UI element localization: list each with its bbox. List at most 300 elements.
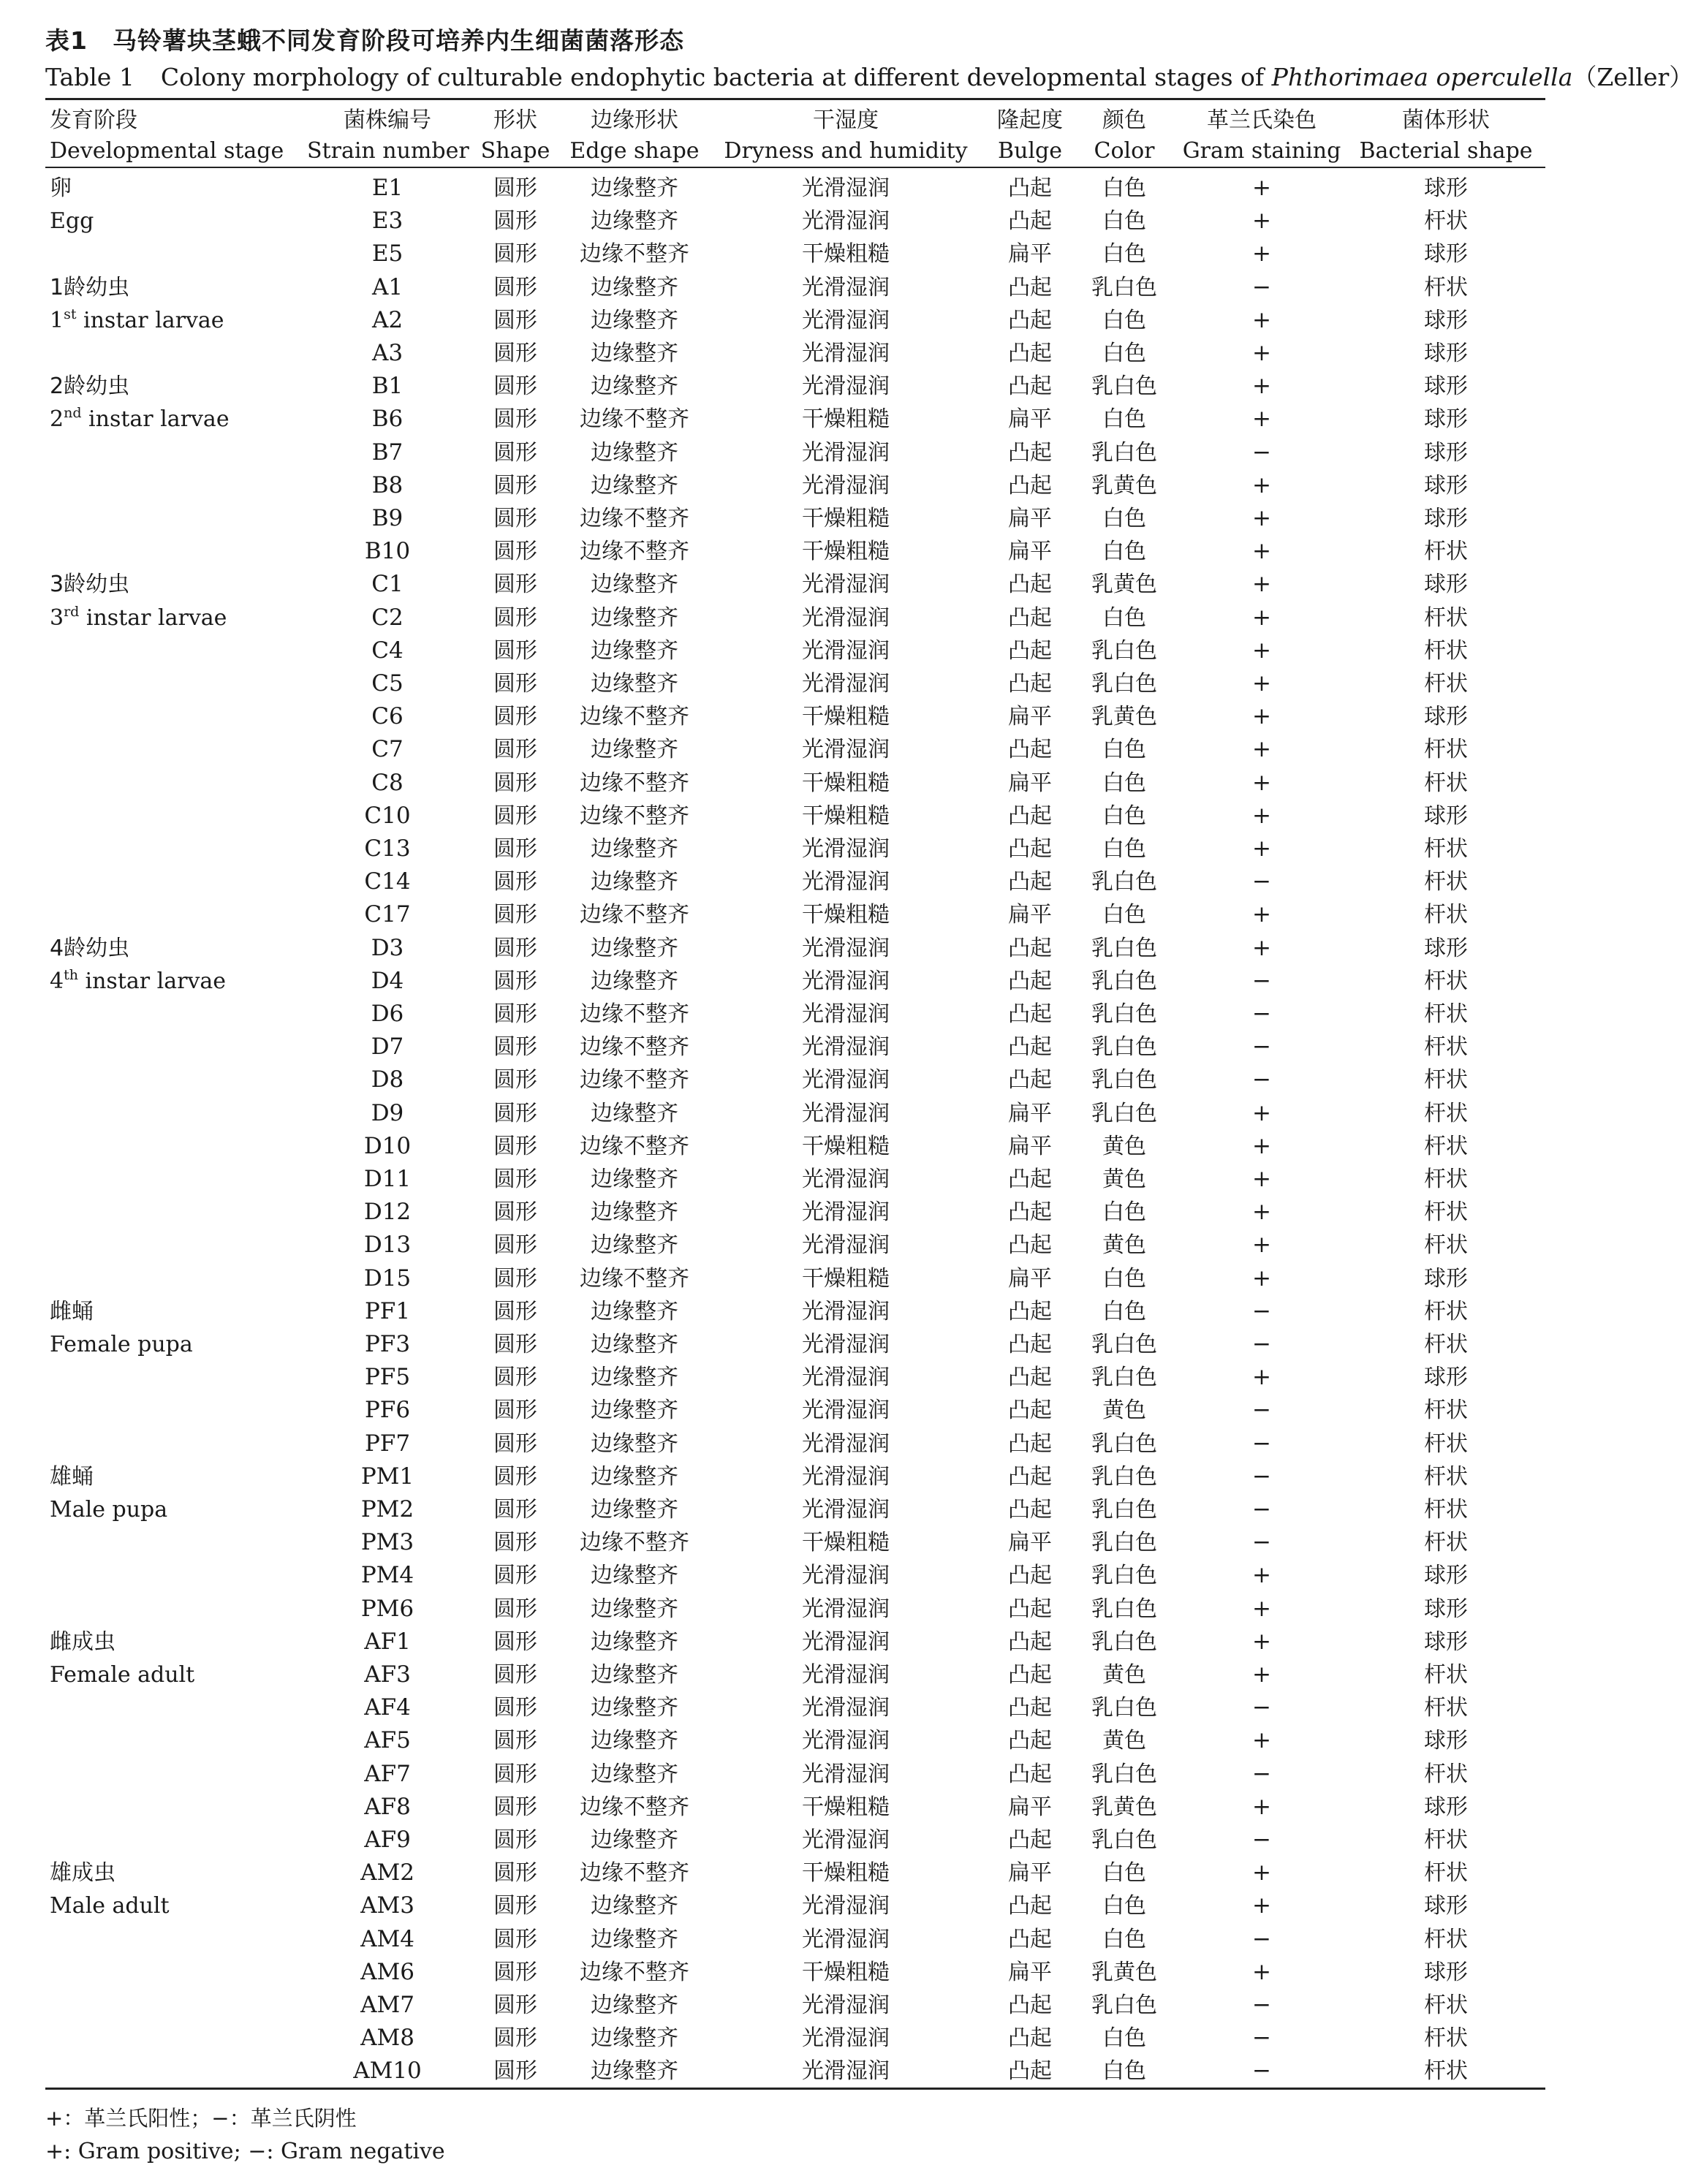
cell-color: 乳白色: [1091, 1430, 1157, 1457]
cell-color: 白色: [1102, 604, 1146, 631]
cell-bulge: 凸起: [1008, 1761, 1052, 1787]
cell-color: 乳黄色: [1091, 704, 1157, 730]
cell-bulge: 凸起: [1008, 274, 1052, 300]
cell-dryness: 光滑湿润: [802, 1232, 890, 1259]
cell-shape: 圆形: [493, 968, 537, 994]
cell-edge: 边缘整齐: [591, 274, 678, 300]
cell-gram: +: [1252, 769, 1271, 796]
column-header-en: Developmental stage: [50, 138, 284, 164]
table-row: [0, 1559, 1578, 1592]
cell-dryness: 干燥粗糙: [802, 406, 890, 433]
cell-shape: 圆形: [493, 274, 537, 300]
cell-cell-shape: 杆状: [1424, 1761, 1468, 1787]
cell-dryness: 光滑湿润: [802, 472, 890, 498]
table-row: [0, 965, 1578, 998]
cell-shape: 圆形: [493, 241, 537, 268]
stage-label-en: 3rd instar larvae: [50, 603, 227, 631]
cell-gram: −: [1252, 1992, 1271, 2018]
cell-strain: AM3: [360, 1892, 414, 1919]
cell-dryness: 干燥粗糙: [802, 1860, 890, 1887]
table-row: [0, 932, 1578, 965]
cell-cell-shape: 球形: [1424, 1596, 1468, 1622]
cell-cell-shape: 杆状: [1424, 1497, 1468, 1523]
cell-edge: 边缘不整齐: [580, 770, 689, 796]
cell-edge: 边缘整齐: [591, 1232, 678, 1259]
cell-bulge: 扁平: [1008, 1860, 1052, 1887]
cell-edge: 边缘整齐: [591, 836, 678, 862]
cell-dryness: 光滑湿润: [802, 1067, 890, 1093]
table-row: [0, 1593, 1578, 1626]
cell-strain: B1: [371, 373, 404, 400]
cell-cell-shape: 球形: [1424, 1893, 1468, 1919]
cell-gram: −: [1252, 1760, 1271, 1787]
cell-bulge: 凸起: [1008, 472, 1052, 498]
stage-label: [50, 1295, 193, 1361]
cell-edge: 边缘整齐: [591, 1662, 678, 1688]
cell-gram: +: [1252, 1793, 1271, 1820]
cell-shape: 圆形: [493, 1827, 537, 1853]
table-row: [0, 1427, 1578, 1460]
cell-gram: +: [1252, 1595, 1271, 1622]
cell-color: 乳白色: [1091, 1695, 1157, 1721]
stage-label: [50, 568, 227, 634]
cell-strain: C17: [364, 901, 411, 928]
cell-gram: +: [1252, 1364, 1271, 1391]
cell-cell-shape: 球形: [1424, 241, 1468, 268]
cell-edge: 边缘整齐: [591, 175, 678, 201]
cell-edge: 边缘整齐: [591, 1926, 678, 1952]
cell-dryness: 光滑湿润: [802, 1298, 890, 1324]
cell-strain: C6: [371, 703, 404, 730]
cell-color: 乳白色: [1091, 1332, 1157, 1357]
cell-bulge: 凸起: [1008, 869, 1052, 895]
table-row: [0, 998, 1578, 1031]
cell-shape: 圆形: [493, 803, 537, 829]
cell-bulge: 凸起: [1008, 1563, 1052, 1589]
cell-shape: 圆形: [493, 935, 537, 961]
cell-shape: 圆形: [493, 1034, 537, 1061]
cell-dryness: 光滑湿润: [802, 1463, 890, 1490]
cell-cell-shape: 杆状: [1424, 1463, 1468, 1490]
cell-dryness: 光滑湿润: [802, 1332, 890, 1357]
cell-edge: 边缘整齐: [591, 1167, 678, 1192]
cell-shape: 圆形: [493, 1728, 537, 1754]
cell-gram: +: [1252, 373, 1271, 400]
cell-strain: PF7: [364, 1430, 411, 1457]
cell-cell-shape: 球形: [1424, 472, 1468, 498]
cell-bulge: 凸起: [1008, 1298, 1052, 1324]
column-header-zh: 干湿度: [813, 107, 879, 133]
cell-strain: AM6: [360, 1958, 414, 1985]
stage-label-zh: 1龄幼虫: [50, 274, 130, 300]
cell-edge: 边缘整齐: [591, 1365, 678, 1391]
cell-gram: −: [1252, 273, 1271, 300]
table-row: [0, 1460, 1578, 1493]
cell-edge: 边缘不整齐: [580, 1067, 689, 1093]
cell-cell-shape: 杆状: [1424, 737, 1468, 763]
cell-dryness: 光滑湿润: [802, 1926, 890, 1952]
cell-bulge: 扁平: [1008, 1794, 1052, 1820]
cell-cell-shape: 球形: [1424, 1365, 1468, 1391]
cell-bulge: 凸起: [1008, 1497, 1052, 1523]
cell-bulge: 扁平: [1008, 902, 1052, 928]
table-row: [0, 1923, 1578, 1956]
cell-edge: 边缘整齐: [591, 737, 678, 763]
cell-edge: 边缘整齐: [591, 572, 678, 598]
table-row: [0, 634, 1578, 667]
ordinal-suffix: st: [64, 306, 77, 322]
cell-strain: C2: [371, 604, 404, 631]
cell-edge: 边缘整齐: [591, 637, 678, 664]
cell-edge: 边缘整齐: [591, 1563, 678, 1589]
cell-bulge: 凸起: [1008, 1365, 1052, 1391]
stage-label: [50, 370, 230, 436]
cell-shape: 圆形: [493, 208, 537, 235]
column-header-en: Gram staining: [1182, 138, 1341, 164]
stage-label: [50, 172, 94, 238]
cell-dryness: 干燥粗糙: [802, 1265, 890, 1292]
table-header: [0, 105, 1578, 167]
stage-label-zh: 雌成虫: [50, 1628, 115, 1655]
cell-strain: D15: [363, 1264, 412, 1292]
column-header-en: Shape: [480, 138, 550, 164]
cell-strain: B9: [371, 505, 404, 531]
cell-bulge: 凸起: [1008, 572, 1052, 598]
cell-shape: 圆形: [493, 1893, 537, 1919]
cell-edge: 边缘整齐: [591, 671, 678, 697]
cell-color: 乳白色: [1091, 869, 1157, 895]
cell-shape: 圆形: [493, 1332, 537, 1357]
table-row: [0, 1956, 1578, 1989]
cell-bulge: 扁平: [1008, 1959, 1052, 1985]
table-title-zh: 表1 马铃薯块茎蛾不同发育阶段可培养内生细菌菌落形态: [45, 26, 684, 55]
cell-strain: AM7: [360, 1992, 414, 2018]
cell-color: 白色: [1102, 175, 1146, 201]
stage-label-en: Male pupa: [50, 1496, 168, 1523]
cell-color: 白色: [1102, 1265, 1146, 1292]
table-row: [0, 1889, 1578, 1922]
cell-dryness: 干燥粗糙: [802, 241, 890, 268]
cell-shape: 圆形: [493, 2058, 537, 2085]
cell-bulge: 扁平: [1008, 704, 1052, 730]
stage-label-en: Male adult: [50, 1893, 170, 1919]
cell-edge: 边缘整齐: [591, 1332, 678, 1357]
cell-strain: AM10: [353, 2058, 422, 2085]
cell-cell-shape: 杆状: [1424, 1398, 1468, 1424]
cell-color: 白色: [1102, 1199, 1146, 1226]
cell-color: 乳白色: [1091, 439, 1157, 466]
cell-gram: −: [1252, 1925, 1271, 1952]
cell-gram: +: [1252, 538, 1271, 565]
cell-strain: A3: [371, 340, 404, 366]
cell-gram: +: [1252, 1628, 1271, 1655]
cell-gram: +: [1252, 306, 1271, 333]
cell-cell-shape: 杆状: [1424, 604, 1468, 631]
cell-gram: −: [1252, 1034, 1271, 1061]
cell-bulge: 凸起: [1008, 1332, 1052, 1357]
table-row: [0, 602, 1578, 634]
species-author: （Zeller）: [1572, 63, 1693, 91]
cell-cell-shape: 杆状: [1424, 1860, 1468, 1887]
cell-edge: 边缘整齐: [591, 1761, 678, 1787]
cell-bulge: 凸起: [1008, 1628, 1052, 1655]
column-header-strain-number: [307, 105, 468, 167]
cell-dryness: 光滑湿润: [802, 1992, 890, 2018]
cell-shape: 圆形: [493, 175, 537, 201]
table-row: [0, 1824, 1578, 1857]
footnote-en: +: Gram positive; −: Gram negative: [45, 2139, 445, 2164]
table-row: [0, 767, 1578, 800]
cell-gram: +: [1252, 835, 1271, 862]
cell-cell-shape: 杆状: [1424, 1133, 1468, 1159]
cell-edge: 边缘整齐: [591, 1728, 678, 1754]
cell-color: 白色: [1102, 506, 1146, 531]
cell-shape: 圆形: [493, 1430, 537, 1457]
cell-dryness: 光滑湿润: [802, 374, 890, 400]
table-row: [0, 1229, 1578, 1262]
cell-color: 乳黄色: [1091, 572, 1157, 598]
cell-bulge: 凸起: [1008, 341, 1052, 366]
cell-shape: 圆形: [493, 1232, 537, 1259]
cell-gram: +: [1252, 670, 1271, 697]
cell-gram: +: [1252, 571, 1271, 598]
cell-cell-shape: 杆状: [1424, 1067, 1468, 1093]
cell-bulge: 凸起: [1008, 968, 1052, 994]
cell-edge: 边缘不整齐: [580, 1860, 689, 1887]
cell-strain: D8: [371, 1066, 404, 1093]
cell-shape: 圆形: [493, 869, 537, 895]
cell-dryness: 干燥粗糙: [802, 770, 890, 796]
cell-edge: 边缘不整齐: [580, 406, 689, 433]
cell-cell-shape: 杆状: [1424, 671, 1468, 697]
table-row: [0, 1626, 1578, 1658]
table-row: [0, 1295, 1578, 1328]
cell-strain: AM8: [360, 2025, 414, 2052]
table-row: [0, 1262, 1578, 1295]
cell-edge: 边缘整齐: [591, 341, 678, 366]
cell-shape: 圆形: [493, 1992, 537, 2018]
cell-shape: 圆形: [493, 1860, 537, 1887]
cell-shape: 圆形: [493, 1662, 537, 1688]
cell-bulge: 凸起: [1008, 2058, 1052, 2085]
table-row: [0, 800, 1578, 833]
cell-dryness: 光滑湿润: [802, 1761, 890, 1787]
cell-shape: 圆形: [493, 1067, 537, 1093]
cell-strain: D6: [371, 1001, 404, 1027]
cell-dryness: 光滑湿润: [802, 1001, 890, 1027]
cell-bulge: 凸起: [1008, 1827, 1052, 1853]
cell-color: 乳白色: [1091, 637, 1157, 664]
cell-cell-shape: 球形: [1424, 803, 1468, 829]
table-row: [0, 172, 1578, 205]
cell-bulge: 凸起: [1008, 1398, 1052, 1424]
cell-color: 乳白色: [1091, 1827, 1157, 1853]
cell-cell-shape: 球形: [1424, 1265, 1468, 1292]
column-header-zh: 边缘形状: [591, 107, 678, 133]
cell-bulge: 凸起: [1008, 208, 1052, 235]
cell-strain: C1: [371, 571, 404, 598]
column-header-color: [1069, 105, 1179, 167]
stage-label-zh: 卵: [50, 175, 72, 201]
table-row: [0, 568, 1578, 601]
column-header-edge-shape: [550, 105, 719, 167]
cell-dryness: 光滑湿润: [802, 1398, 890, 1424]
table-row: [0, 337, 1578, 370]
cell-shape: 圆形: [493, 2025, 537, 2052]
column-header-zh: 颜色: [1102, 107, 1146, 133]
table-row: [0, 1526, 1578, 1559]
cell-color: 白色: [1102, 770, 1146, 796]
cell-gram: +: [1252, 240, 1271, 268]
cell-bulge: 凸起: [1008, 803, 1052, 829]
cell-color: 白色: [1102, 539, 1146, 565]
cell-color: 黄色: [1102, 1232, 1146, 1259]
cell-cell-shape: 杆状: [1424, 1199, 1468, 1226]
cell-cell-shape: 杆状: [1424, 637, 1468, 664]
cell-cell-shape: 杆状: [1424, 539, 1468, 565]
table-row: [0, 304, 1578, 337]
column-header-en: Color: [1094, 138, 1155, 164]
cell-shape: 圆形: [493, 1100, 537, 1126]
cell-dryness: 光滑湿润: [802, 737, 890, 763]
cell-gram: +: [1252, 1562, 1271, 1589]
table-row: [0, 1658, 1578, 1691]
cell-edge: 边缘整齐: [591, 1298, 678, 1324]
cell-dryness: 光滑湿润: [802, 307, 890, 333]
cell-color: 乳白色: [1091, 935, 1157, 961]
cell-strain: PM4: [360, 1562, 414, 1589]
cell-cell-shape: 球形: [1424, 341, 1468, 366]
cell-gram: −: [1252, 1496, 1271, 1523]
cell-dryness: 光滑湿润: [802, 604, 890, 631]
cell-cell-shape: 杆状: [1424, 2058, 1468, 2085]
cell-strain: PM6: [360, 1595, 414, 1622]
cell-strain: D10: [363, 1132, 412, 1159]
cell-bulge: 凸起: [1008, 1001, 1052, 1027]
cell-color: 乳白色: [1091, 374, 1157, 400]
cell-cell-shape: 球形: [1424, 1728, 1468, 1754]
cell-edge: 边缘不整齐: [580, 1133, 689, 1159]
cell-dryness: 光滑湿润: [802, 274, 890, 300]
cell-gram: +: [1252, 1859, 1271, 1887]
cell-gram: −: [1252, 1529, 1271, 1556]
table-row: [0, 469, 1578, 502]
cell-shape: 圆形: [493, 374, 537, 400]
cell-color: 白色: [1102, 902, 1146, 928]
cell-edge: 边缘整齐: [591, 1463, 678, 1490]
cell-strain: C4: [371, 637, 404, 664]
table-row: [0, 2022, 1578, 2055]
cell-dryness: 干燥粗糙: [802, 902, 890, 928]
table-row: [0, 898, 1578, 931]
cell-bulge: 凸起: [1008, 1596, 1052, 1622]
cell-color: 黄色: [1102, 1133, 1146, 1159]
cell-gram: −: [1252, 1331, 1271, 1357]
cell-strain: PM2: [360, 1496, 414, 1523]
cell-color: 白色: [1102, 836, 1146, 862]
cell-edge: 边缘不整齐: [580, 539, 689, 565]
cell-cell-shape: 球形: [1424, 704, 1468, 730]
cell-dryness: 干燥粗糙: [802, 704, 890, 730]
column-header-zh: 隆起度: [997, 107, 1063, 133]
cell-shape: 圆形: [493, 1794, 537, 1820]
column-header-zh: 菌株编号: [344, 107, 431, 133]
cell-gram: +: [1252, 471, 1271, 498]
cell-strain: AF9: [364, 1827, 411, 1853]
cell-color: 乳白色: [1091, 671, 1157, 697]
table-row: [0, 2055, 1578, 2088]
cell-shape: 圆形: [493, 1463, 537, 1490]
cell-dryness: 光滑湿润: [802, 1100, 890, 1126]
table-row: [0, 1857, 1578, 1889]
cell-strain: C13: [364, 835, 411, 862]
table-label: Table 1: [45, 63, 135, 91]
cell-edge: 边缘不整齐: [580, 241, 689, 268]
cell-color: 乳白色: [1091, 1100, 1157, 1126]
table-row: [0, 865, 1578, 898]
cell-strain: PF1: [364, 1297, 411, 1324]
table-title-en: [45, 58, 1693, 93]
cell-color: 乳白色: [1091, 968, 1157, 994]
table-row: [0, 1394, 1578, 1427]
table-row: [0, 436, 1578, 469]
bottom-rule: [45, 2088, 1545, 2090]
cell-bulge: 凸起: [1008, 836, 1052, 862]
cell-color: 白色: [1102, 208, 1146, 235]
cell-shape: 圆形: [493, 341, 537, 366]
cell-gram: +: [1252, 1264, 1271, 1292]
cell-color: 乳白色: [1091, 1034, 1157, 1061]
cell-strain: PF3: [364, 1331, 411, 1357]
cell-bulge: 扁平: [1008, 241, 1052, 268]
cell-shape: 圆形: [493, 637, 537, 664]
table-row: [0, 535, 1578, 568]
cell-dryness: 干燥粗糙: [802, 539, 890, 565]
cell-cell-shape: 球形: [1424, 175, 1468, 201]
cell-edge: 边缘整齐: [591, 472, 678, 498]
cell-shape: 圆形: [493, 1497, 537, 1523]
cell-cell-shape: 杆状: [1424, 1167, 1468, 1192]
ordinal-suffix: nd: [64, 405, 82, 422]
cell-cell-shape: 杆状: [1424, 274, 1468, 300]
cell-cell-shape: 杆状: [1424, 968, 1468, 994]
cell-gram: +: [1252, 1132, 1271, 1159]
cell-shape: 圆形: [493, 704, 537, 730]
cell-bulge: 凸起: [1008, 637, 1052, 664]
cell-bulge: 凸起: [1008, 1167, 1052, 1192]
table-row: [0, 403, 1578, 436]
cell-color: 白色: [1102, 1893, 1146, 1919]
table-row: [0, 1691, 1578, 1724]
cell-dryness: 干燥粗糙: [802, 506, 890, 531]
cell-strain: C14: [364, 868, 411, 895]
cell-edge: 边缘整齐: [591, 2025, 678, 2052]
cell-edge: 边缘整齐: [591, 1398, 678, 1424]
cell-bulge: 凸起: [1008, 604, 1052, 631]
cell-bulge: 扁平: [1008, 1133, 1052, 1159]
cell-bulge: 凸起: [1008, 935, 1052, 961]
cell-shape: 圆形: [493, 1298, 537, 1324]
cell-strain: AF5: [364, 1727, 411, 1754]
cell-edge: 边缘不整齐: [580, 1001, 689, 1027]
stage-label: [50, 932, 226, 998]
cell-color: 乳黄色: [1091, 1794, 1157, 1820]
cell-gram: +: [1252, 1099, 1271, 1126]
cell-dryness: 光滑湿润: [802, 637, 890, 664]
cell-gram: −: [1252, 1397, 1271, 1424]
cell-bulge: 凸起: [1008, 1926, 1052, 1952]
cell-dryness: 光滑湿润: [802, 1662, 890, 1688]
